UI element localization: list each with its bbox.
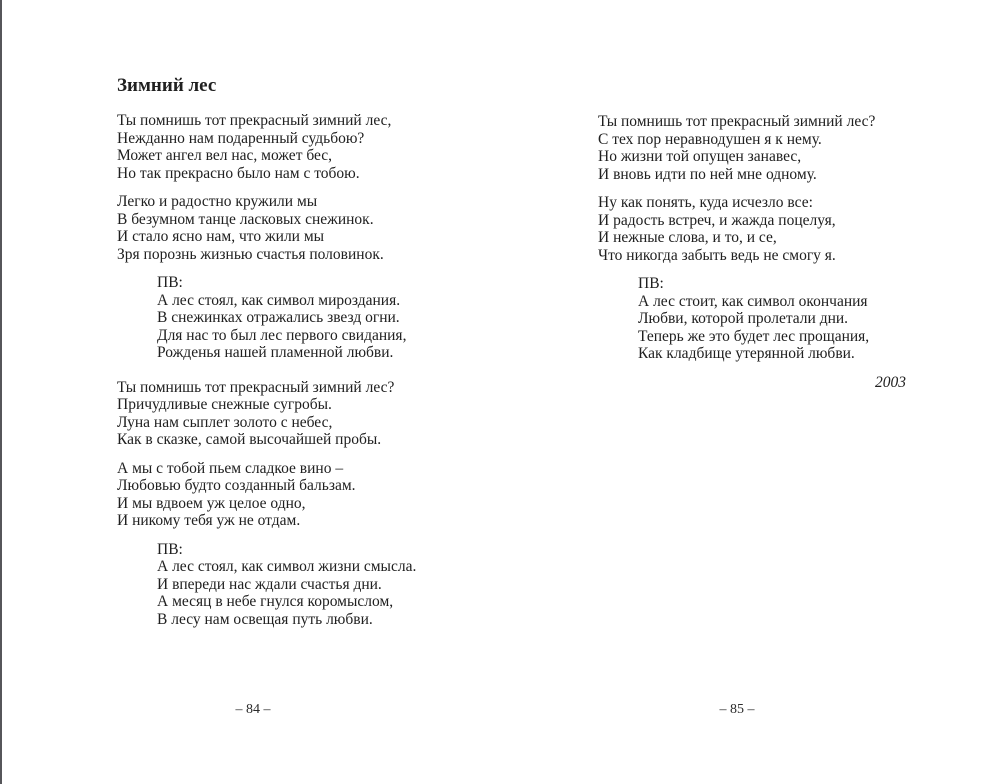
poem-line: ПВ: xyxy=(157,540,183,558)
poem-line: А лес стоял, как символ жизни смысла. xyxy=(157,558,417,575)
page-number-right: – 85 – xyxy=(719,702,755,717)
scan-edge-strip xyxy=(0,0,2,784)
year-label: 2003 xyxy=(875,373,906,391)
poem-line: А лес стоит, как символ окончания xyxy=(638,292,868,310)
poem-line: И впереди нас ждали счастья дни. xyxy=(157,575,382,593)
poem-line: Рожденья нашей пламенной любви. xyxy=(157,344,394,361)
poem-line: И вновь идти по ней мне одному. xyxy=(598,165,817,183)
refrain-block xyxy=(117,541,537,629)
poem-line: А месяц в небе гнулся коромыслом, xyxy=(157,593,394,610)
poem-line: Теперь же это будет лес прощания, xyxy=(638,327,870,345)
left-page-poem-body xyxy=(117,112,537,628)
poem-line: Любовью будто созданный бальзам. xyxy=(117,477,356,494)
stanza-block xyxy=(598,194,906,264)
poem-line: Для нас то был лес первого свидания, xyxy=(157,326,407,344)
poem-line: Ты помнишь тот прекрасный зимний лес? xyxy=(598,113,876,130)
poem-line: Нежданно нам подаренный судьбою? xyxy=(117,129,365,147)
poem-line: Легко и радостно кружили мы xyxy=(117,193,318,210)
poem-line: А мы с тобой пьем сладкое вино – xyxy=(117,459,344,477)
refrain-block xyxy=(598,275,906,363)
poem-line: ПВ: xyxy=(638,275,664,292)
poem-line: Но так прекрасно было нам с тобою. xyxy=(117,164,360,182)
poem-line: С тех пор неравнодушен я к нему. xyxy=(598,130,822,148)
poem-line: И стало ясно нам, что жили мы xyxy=(117,228,325,245)
refrain-block xyxy=(117,274,537,362)
poem-line: И радость встреч, и жажда поцелуя, xyxy=(598,211,836,229)
stanza-block xyxy=(598,113,906,183)
left-page xyxy=(117,75,537,639)
poem-line: А лес стоял, как символ мироздания. xyxy=(157,291,401,309)
stanza-block xyxy=(117,460,537,530)
poem-line: ПВ: xyxy=(157,274,183,291)
poem-line: Причудливые снежные сугробы. xyxy=(117,396,332,413)
poem-line: И мы вдвоем уж целое одно, xyxy=(117,494,306,512)
stanza-block xyxy=(117,379,537,449)
poem-line: Луна нам сыплет золото с небес, xyxy=(117,413,333,431)
page-number-left: – 84 – xyxy=(235,702,271,717)
poem-line: Ну как понять, куда исчезло все: xyxy=(598,194,813,211)
poem-line: Но жизни той опущен занавес, xyxy=(598,148,802,165)
poem-line: Что никогда забыть ведь не смогу я. xyxy=(598,246,836,264)
stanza-block xyxy=(117,193,537,263)
stanza-block xyxy=(117,112,537,182)
poem-line: Ты помнишь тот прекрасный зимний лес? xyxy=(117,378,395,396)
poem-line: В лесу нам освещая путь любви. xyxy=(157,610,373,628)
poem-line: И нежные слова, и то, и се, xyxy=(598,229,777,246)
poem-title: Зимний лес xyxy=(117,75,217,96)
poem-line: И никому тебя уж не отдам. xyxy=(117,512,301,529)
right-page-poem-body xyxy=(598,113,906,363)
poem-line: Как кладбище утерянной любви. xyxy=(638,345,855,362)
poem-line: В безумном танце ласковых снежинок. xyxy=(117,210,374,228)
poem-line: Может ангел вел нас, может бес, xyxy=(117,147,333,164)
poem-line: В снежинках отражались звезд огни. xyxy=(157,309,400,326)
poem-line: Зря порознь жизнью счастья половинок. xyxy=(117,245,384,263)
right-page xyxy=(598,113,906,391)
poem-line: Любви, которой пролетали дни. xyxy=(638,310,849,327)
poem-line: Ты помнишь тот прекрасный зимний лес, xyxy=(117,112,392,129)
poem-line: Как в сказке, самой высочайшей пробы. xyxy=(117,431,382,448)
